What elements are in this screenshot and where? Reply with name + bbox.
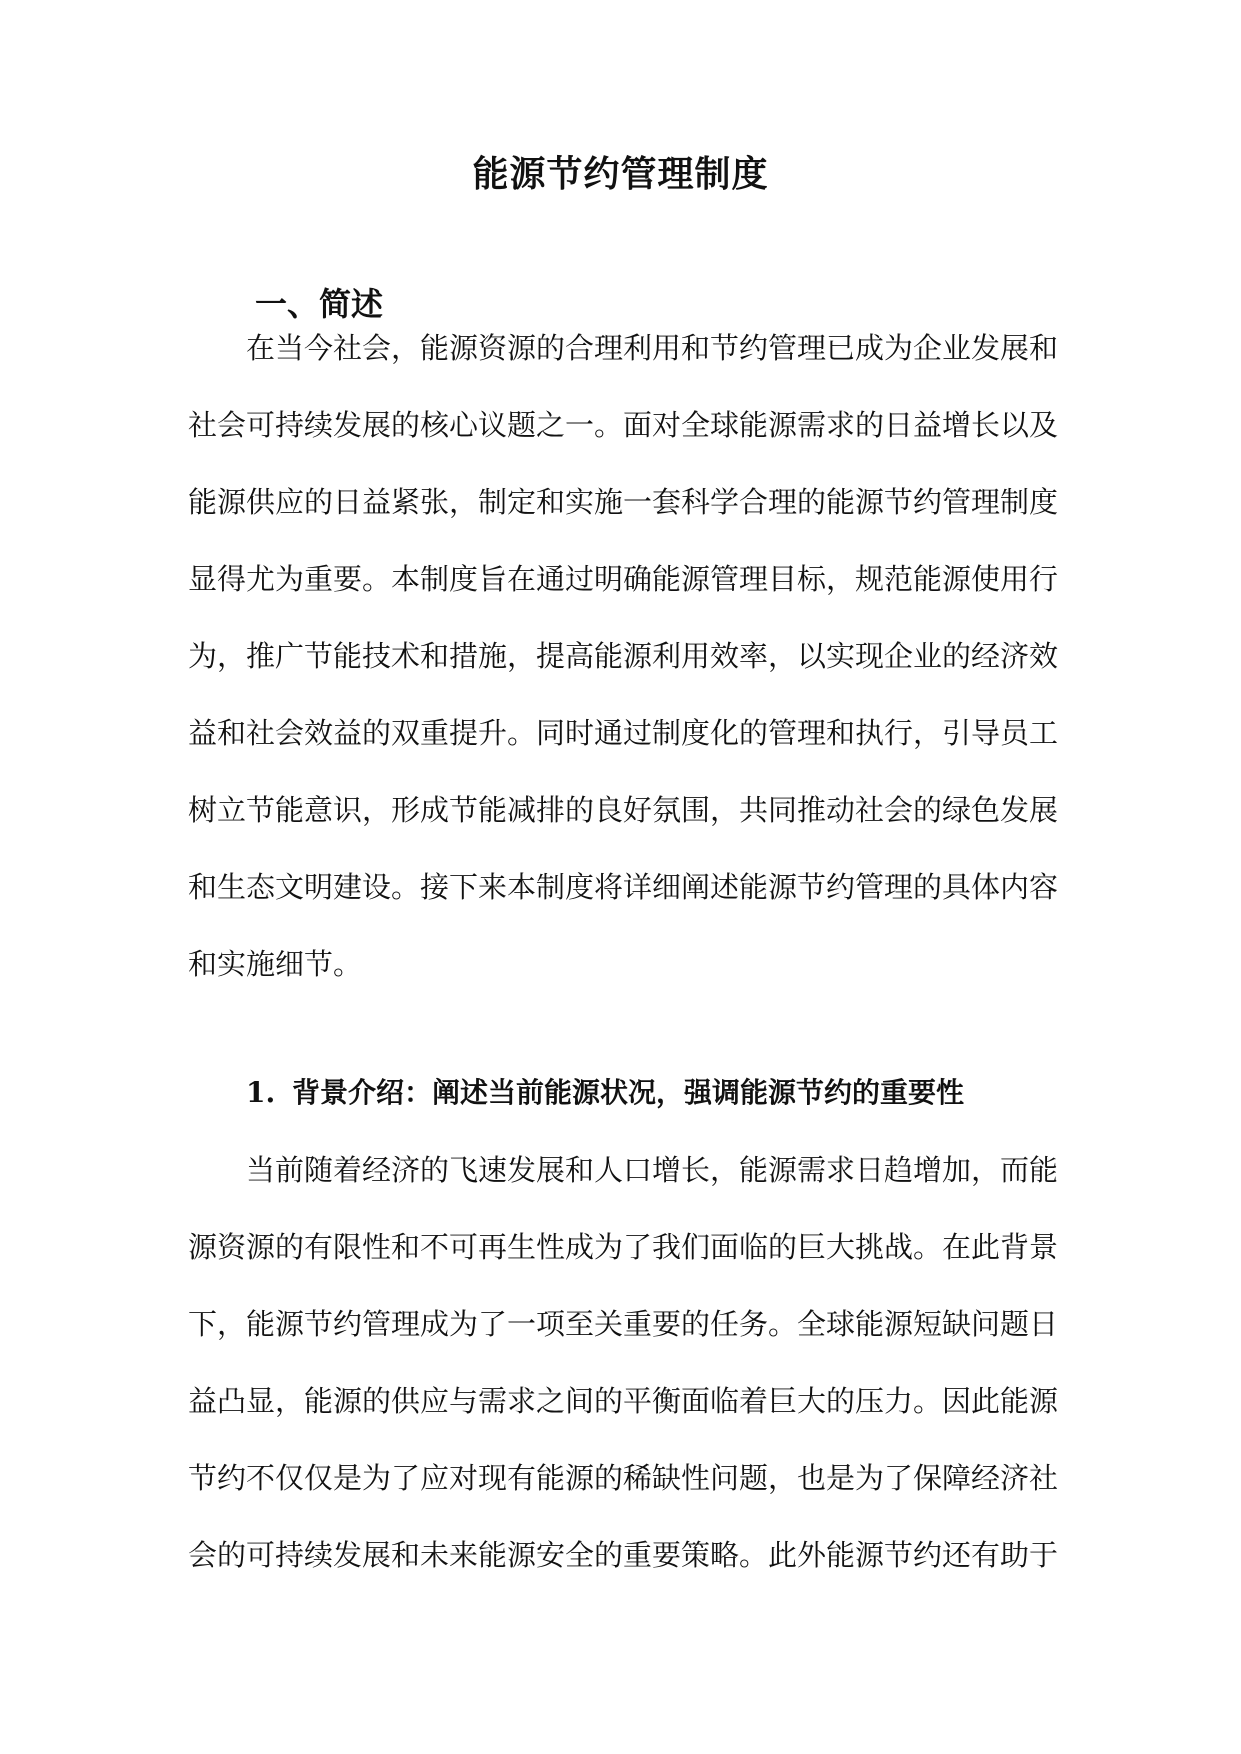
- paragraph-line: 节约不仅仅是为了应对现有能源的稀缺性问题，也是为了保障经济社: [188, 1461, 1059, 1495]
- paragraph-line: 和生态文明建设。接下来本制度将详细阐述能源节约管理的具体内容: [188, 870, 1059, 904]
- section-heading-overview: 一、简述: [255, 285, 384, 323]
- paragraph-line: 树立节能意识，形成节能减排的良好氛围，共同推动社会的绿色发展: [188, 793, 1059, 827]
- paragraph-line: 显得尤为重要。本制度旨在通过明确能源管理目标，规范能源使用行: [188, 562, 1059, 596]
- paragraph-line: 源资源的有限性和不可再生性成为了我们面临的巨大挑战。在此背景: [188, 1230, 1059, 1264]
- subsection-number: 1.: [246, 1076, 276, 1109]
- paragraph-line: 社会可持续发展的核心议题之一。面对全球能源需求的日益增长以及: [188, 408, 1059, 442]
- paragraph-line: 下，能源节约管理成为了一项至关重要的任务。全球能源短缺问题日: [188, 1307, 1059, 1341]
- subsection-title: 背景介绍：阐述当前能源状况，强调能源节约的重要性: [292, 1076, 965, 1109]
- paragraph-line: 益和社会效益的双重提升。同时通过制度化的管理和执行，引导员工: [188, 716, 1059, 750]
- paragraph-line: 为，推广节能技术和措施，提高能源利用效率，以实现企业的经济效: [188, 639, 1059, 673]
- paragraph-line: 在当今社会，能源资源的合理利用和节约管理已成为企业发展和: [246, 331, 1059, 365]
- subsection-heading-background: [246, 1072, 964, 1114]
- document-title: 能源节约管理制度: [472, 153, 769, 195]
- paragraph-line: 和实施细节。: [188, 947, 363, 981]
- paragraph-line: 当前随着经济的飞速发展和人口增长，能源需求日趋增加，而能: [246, 1153, 1059, 1187]
- paragraph-line: 益凸显，能源的供应与需求之间的平衡面临着巨大的压力。因此能源: [188, 1384, 1059, 1418]
- paragraph-line: 能源供应的日益紧张，制定和实施一套科学合理的能源节约管理制度: [188, 485, 1059, 519]
- paragraph-line: 会的可持续发展和未来能源安全的重要策略。此外能源节约还有助于: [188, 1538, 1059, 1572]
